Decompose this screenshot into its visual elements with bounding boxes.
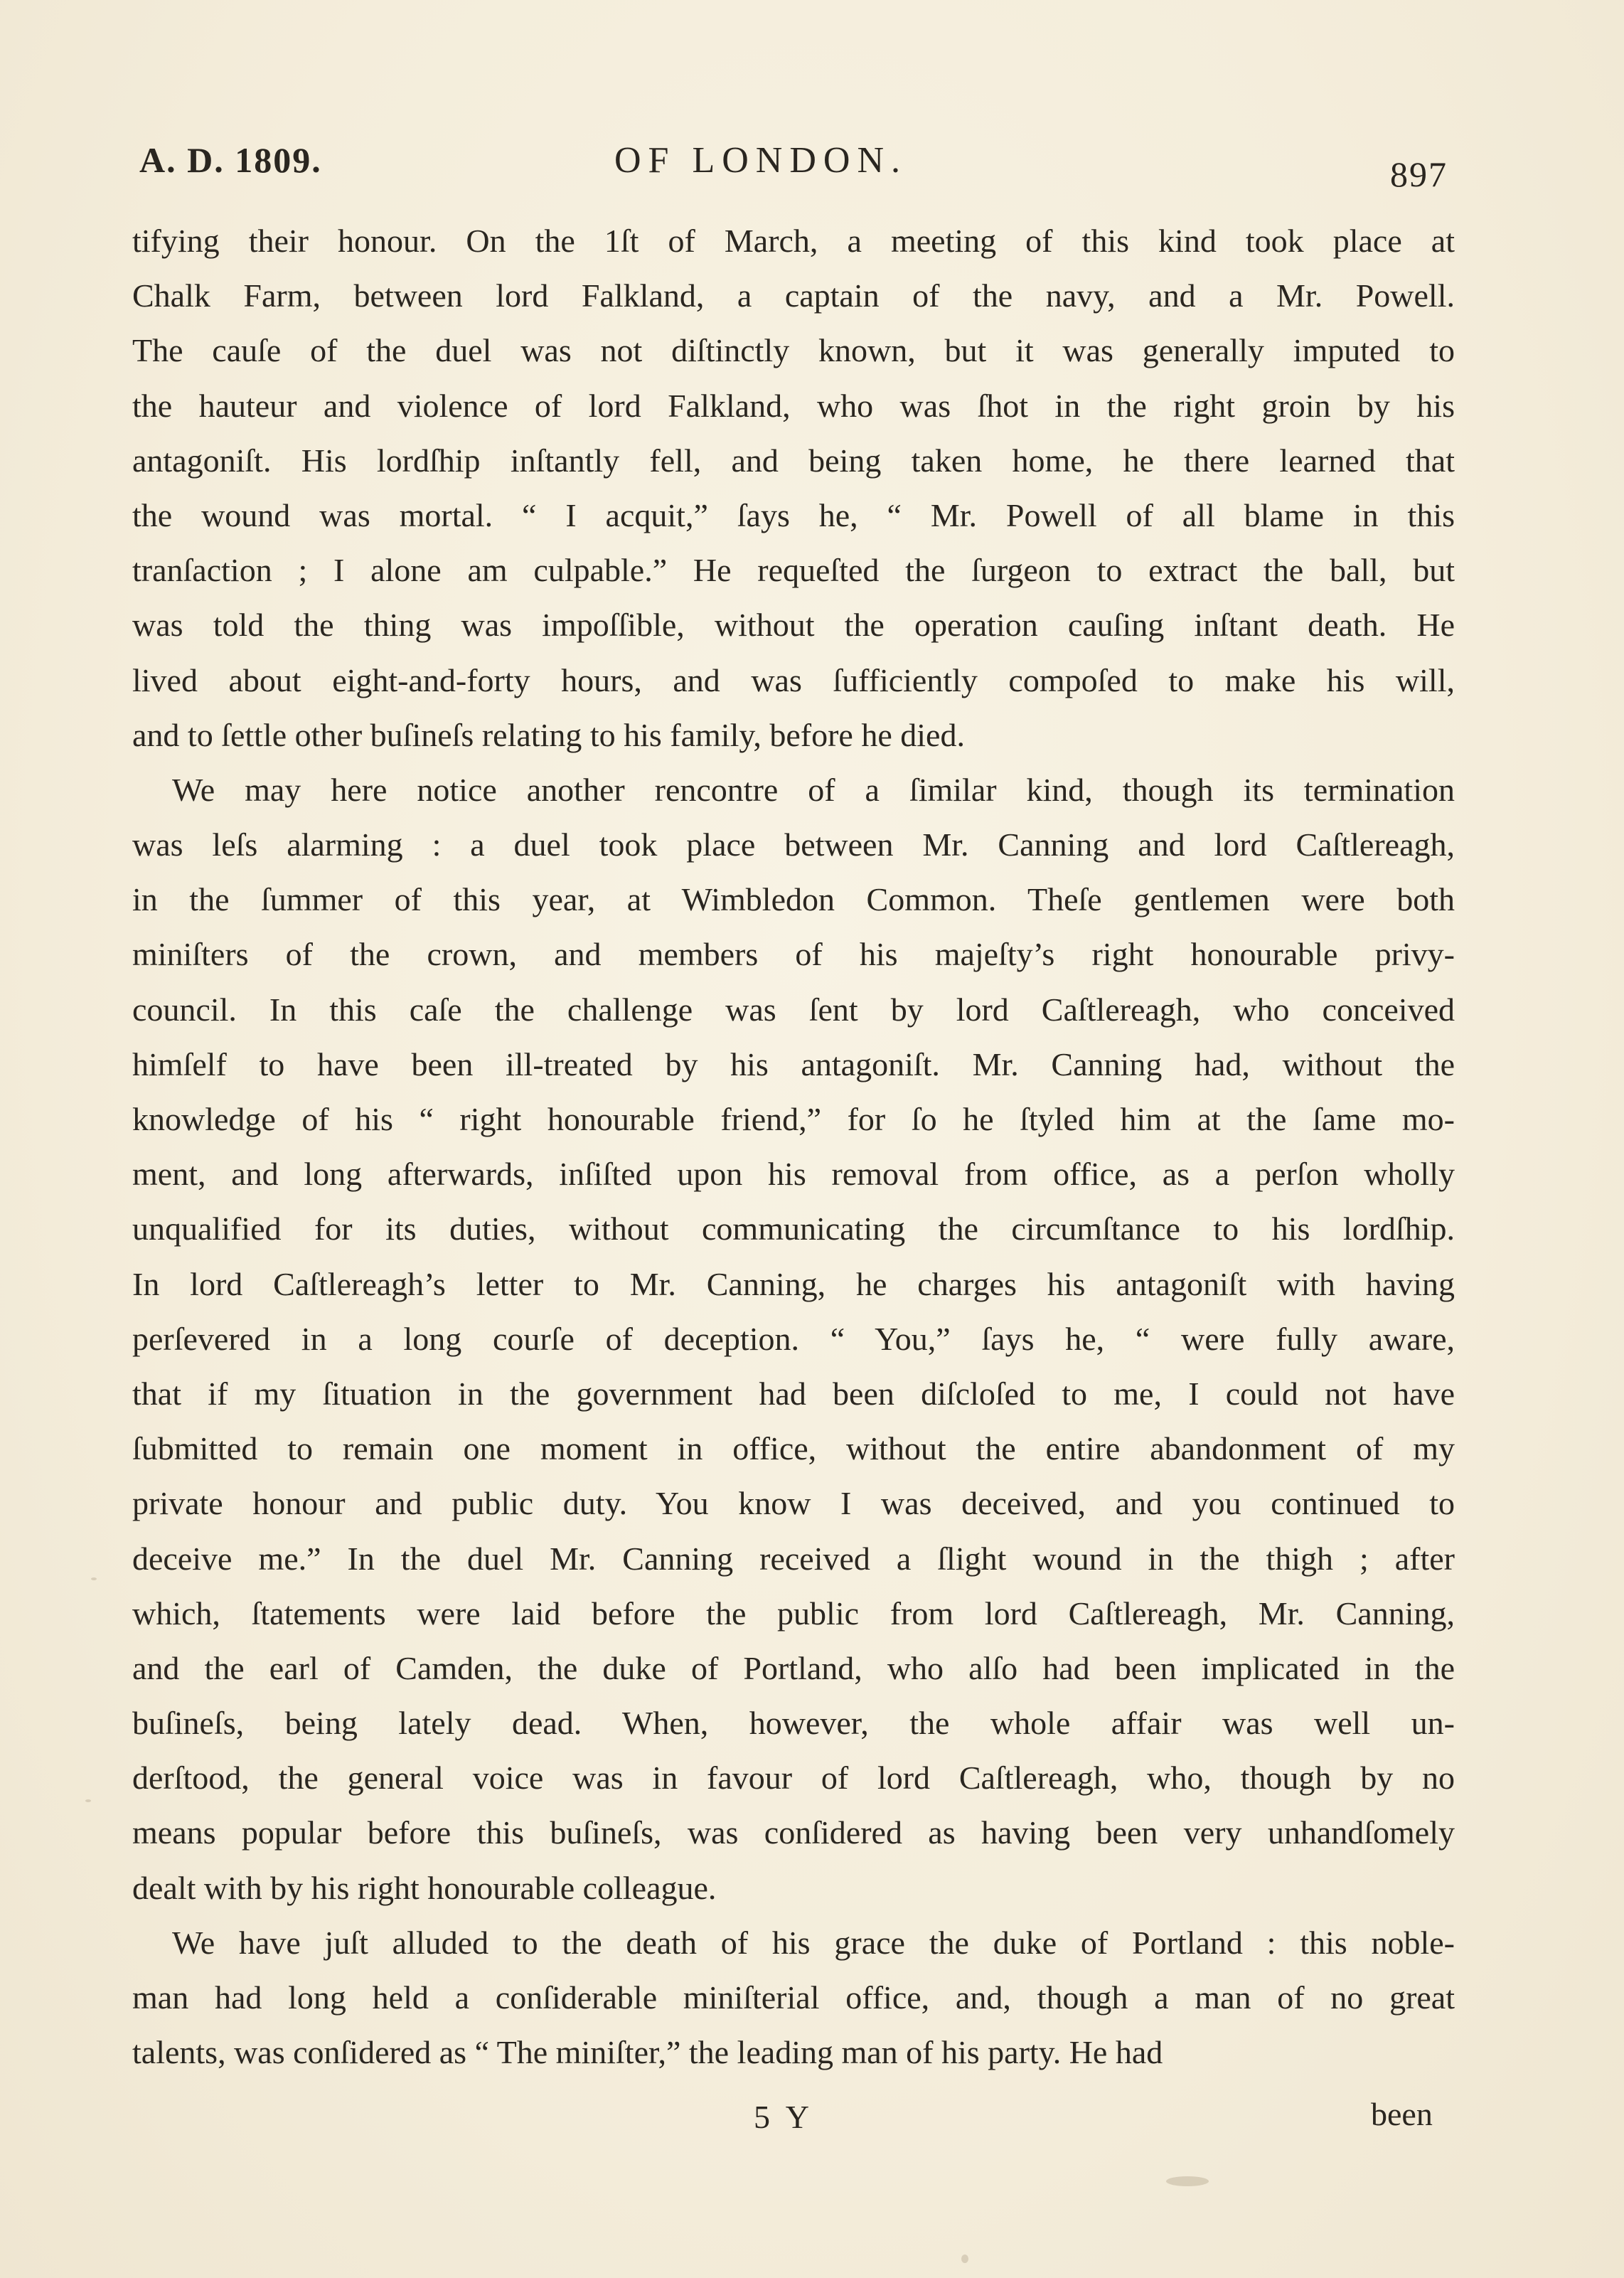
text-line: perſevered in a long courſe of deception. “ You,” ſays he, “ were fully aware, xyxy=(132,1320,1455,1357)
paper-speck xyxy=(91,1577,97,1580)
paragraph xyxy=(132,1915,1455,2080)
text-line: buſineſs, being lately dead. When, however, the whole affair was well un- xyxy=(132,1705,1455,1742)
paragraph xyxy=(132,762,1455,1915)
text-line: private honour and public duty. You know I was deceived, and you continued to xyxy=(132,1485,1455,1522)
text-line: We have juſt alluded to the death of his grace the duke of Portland : this noble- xyxy=(172,1924,1455,1961)
text-line: Chalk Farm, between lord Falkland, a captain of the navy, and a Mr. Powell. xyxy=(132,277,1455,314)
text-line: derſtood, the general voice was in favour of lord Caſtlereagh, who, though by no xyxy=(132,1760,1455,1797)
text-line: knowledge of his “ right honourable friend,” for ſo he ſtyled him at the ſame mo- xyxy=(132,1101,1455,1137)
page-number: 897 xyxy=(1390,154,1448,194)
text-line: unqualified for its duties, without communicating the circumſtance to his lordſhip. xyxy=(132,1210,1455,1247)
text-line: ment, and long afterwards, inſiſted upon his removal from office, as a perſon wholly xyxy=(132,1156,1455,1193)
text-line: tifying their honour. On the 1ſt of March, a meeting of this kind took place at xyxy=(132,223,1455,259)
text-line: and the earl of Camden, the duke of Portland, who alſo had been implicated in the xyxy=(132,1649,1455,1686)
text-line: himſelf to have been ill-treated by his antagoniſt. Mr. Canning had, without the xyxy=(132,1045,1455,1082)
paper-speck xyxy=(85,1799,91,1802)
text-line: ſubmitted to remain one moment in office, without the entire abandonment of my xyxy=(132,1430,1455,1467)
text-line: talents, was conſidered as “ The miniſter,” the leading man of his party. He had xyxy=(132,2034,1163,2071)
paragraph xyxy=(132,213,1455,762)
text-line: council. In this caſe the challenge was ſent by lord Caſtlereagh, who conceived xyxy=(132,991,1455,1028)
signature-mark: 5 Y xyxy=(754,2099,814,2135)
text-line: tranſaction ; I alone am culpable.” He requeſted the ſurgeon to extract the ball, but xyxy=(132,552,1455,589)
header-title: OF LONDON. xyxy=(614,140,907,181)
text-line: deceive me.” In the duel Mr. Canning received a ſlight wound in the thigh ; after xyxy=(132,1540,1455,1577)
text-line: and to ſettle other buſineſs relating to his family, before he died. xyxy=(132,716,965,753)
text-line: man had long held a conſiderable miniſterial office, and, though a man of no great xyxy=(132,1979,1455,2016)
text-line: was told the thing was impoſſible, without the operation cauſing inſtant death. He xyxy=(132,607,1455,644)
text-line: which, ſtatements were laid before the public from lord Caſtlereagh, Mr. Canning, xyxy=(132,1595,1455,1632)
text-line: dealt with by his right honourable colleague. xyxy=(132,1869,717,1906)
text-line: lived about eight-and-forty hours, and was ſufficiently compoſed to make his will, xyxy=(132,661,1455,698)
header-year: A. D. 1809. xyxy=(139,140,322,180)
body-text xyxy=(132,213,1455,2080)
text-line: that if my ſituation in the government had been diſcloſed to me, I could not have xyxy=(132,1375,1455,1412)
text-line: was leſs alarming : a duel took place between Mr. Canning and lord Caſtlereagh, xyxy=(132,826,1455,863)
running-header xyxy=(139,139,1448,196)
text-line: in the ſummer of this year, at Wimbledon Common. Theſe gentlemen were both xyxy=(132,881,1455,918)
paper-speck xyxy=(961,2255,968,2263)
text-line: miniſters of the crown, and members of his majeſty’s right honourable privy- xyxy=(132,936,1455,973)
text-line: the wound was mortal. “ I acquit,” ſays he, “ Mr. Powell of all blame in this xyxy=(132,496,1455,533)
text-line: means popular before this buſineſs, was conſidered as having been very unhandſomely xyxy=(132,1814,1455,1851)
text-line: In lord Caſtlereagh’s letter to Mr. Canning, he charges his antagoniſt with having xyxy=(132,1265,1455,1302)
text-line: We may here notice another rencontre of a ſimilar kind, though its termination xyxy=(172,771,1455,808)
text-line: the hauteur and violence of lord Falkland, who was ſhot in the right groin by his xyxy=(132,387,1455,424)
text-line: The cauſe of the duel was not diſtinctly known, but it was generally imputed to xyxy=(132,332,1455,369)
paper-speck xyxy=(1166,2176,1209,2186)
text-line: antagoniſt. His lordſhip inſtantly fell, and being taken home, he there learned that xyxy=(132,442,1455,479)
catchword: been xyxy=(1371,2096,1433,2132)
